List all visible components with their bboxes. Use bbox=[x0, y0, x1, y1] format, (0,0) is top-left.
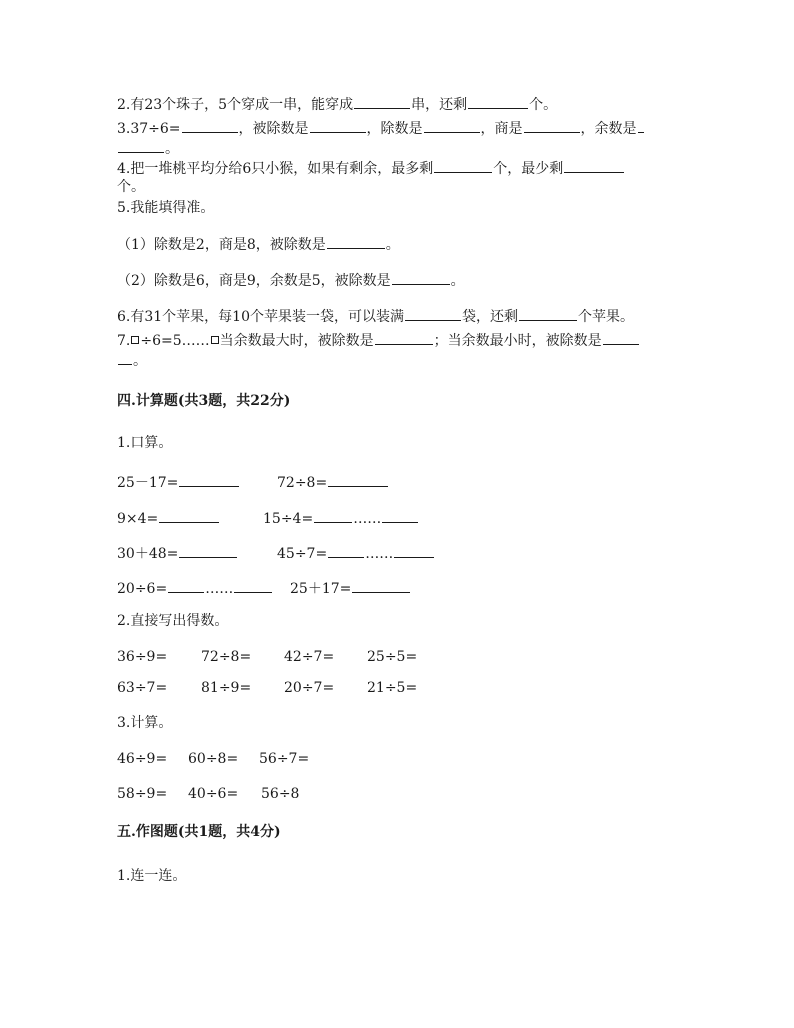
answer-blank[interactable] bbox=[168, 578, 204, 593]
calc-q2-title: 2.直接写出得数。 bbox=[117, 613, 229, 629]
question-3-wrap: 。 bbox=[117, 138, 179, 158]
answer-blank[interactable] bbox=[352, 578, 410, 593]
answer-blank[interactable] bbox=[519, 306, 577, 321]
calc-item: 60÷8= bbox=[188, 751, 239, 767]
oral-calc-item: 25＋17= bbox=[290, 578, 411, 598]
direct-calc-item: 25÷5= bbox=[367, 649, 418, 665]
answer-blank[interactable] bbox=[328, 472, 388, 487]
oral-calc-item: 72÷8= bbox=[277, 472, 389, 492]
answer-blank[interactable] bbox=[327, 234, 385, 249]
question-4: 4.把一堆桃平均分给6只小猴，如果有剩余，最多剩 个，最少剩 bbox=[117, 158, 625, 178]
answer-blank[interactable] bbox=[310, 118, 366, 133]
question-5-title: 5.我能填得准。 bbox=[117, 200, 215, 216]
question-5-1: （1）除数是2，商是8，被除数是 。 bbox=[117, 234, 400, 254]
answer-blank[interactable] bbox=[524, 118, 580, 133]
answer-blank[interactable] bbox=[405, 306, 461, 321]
answer-blank[interactable] bbox=[638, 118, 644, 133]
oral-calc-item: 15÷4= …… bbox=[263, 508, 419, 528]
direct-calc-item: 42÷7= bbox=[284, 649, 335, 665]
answer-blank[interactable] bbox=[375, 330, 433, 345]
question-4-wrap: 个。 bbox=[117, 179, 145, 195]
direct-calc-item: 81÷9= bbox=[201, 680, 252, 696]
oral-calc-item: 25－17= bbox=[117, 472, 240, 492]
answer-blank[interactable] bbox=[328, 543, 364, 558]
calc-q1-title: 1.口算。 bbox=[117, 435, 173, 451]
answer-blank[interactable] bbox=[354, 94, 410, 109]
direct-calc-item: 21÷5= bbox=[367, 680, 418, 696]
oral-calc-item: 9×4= bbox=[117, 508, 220, 528]
question-7: 7. ÷6=5…… 当余数最大时，被除数是 ；当余数最小时，被除数是 bbox=[117, 330, 640, 350]
direct-calc-item: 63÷7= bbox=[117, 680, 168, 696]
oral-calc-item: 20÷6= …… bbox=[117, 578, 273, 598]
direct-calc-item: 72÷8= bbox=[201, 649, 252, 665]
answer-blank[interactable] bbox=[382, 508, 418, 523]
question-2: 2.有23个珠子，5个穿成一串，能穿成 串，还剩 个。 bbox=[117, 94, 557, 114]
section-5-heading: 五.作图题(共1题，共4分) bbox=[117, 824, 281, 840]
answer-blank[interactable] bbox=[392, 270, 450, 285]
calc-item: 56÷8 bbox=[261, 786, 300, 802]
answer-blank[interactable] bbox=[424, 118, 480, 133]
calc-item: 58÷9= bbox=[117, 786, 168, 802]
answer-blank[interactable] bbox=[394, 543, 434, 558]
answer-blank[interactable] bbox=[603, 330, 639, 345]
question-3: 3.37÷6= ，被除数是 ，除数是 ，商是 ，余数是 bbox=[117, 118, 645, 138]
answer-blank-cont[interactable] bbox=[118, 350, 132, 365]
answer-blank[interactable] bbox=[468, 94, 528, 109]
answer-blank[interactable] bbox=[182, 118, 238, 133]
calc-item: 46÷9= bbox=[117, 751, 168, 767]
drawing-q1-title: 1.连一连。 bbox=[117, 868, 187, 884]
section-4-heading: 四.计算题(共3题，共22分) bbox=[117, 393, 291, 409]
answer-blank[interactable] bbox=[179, 543, 237, 558]
answer-blank[interactable] bbox=[434, 158, 492, 173]
calc-item: 40÷6= bbox=[188, 786, 239, 802]
answer-blank[interactable] bbox=[564, 158, 624, 173]
placeholder-box-icon bbox=[131, 336, 139, 344]
answer-blank[interactable] bbox=[179, 472, 239, 487]
oral-calc-item: 30＋48= bbox=[117, 543, 238, 563]
answer-blank[interactable] bbox=[234, 578, 272, 593]
oral-calc-item: 45÷7= …… bbox=[277, 543, 435, 563]
question-7-wrap: 。 bbox=[117, 350, 147, 370]
calc-item: 56÷7= bbox=[259, 751, 310, 767]
direct-calc-item: 20÷7= bbox=[284, 680, 335, 696]
direct-calc-item: 36÷9= bbox=[117, 649, 168, 665]
question-6: 6.有31个苹果，每10个苹果装一袋，可以装满 袋，还剩 个苹果。 bbox=[117, 306, 634, 326]
answer-blank-cont[interactable] bbox=[118, 138, 164, 153]
calc-q3-title: 3.计算。 bbox=[117, 715, 173, 731]
answer-blank[interactable] bbox=[314, 508, 352, 523]
answer-blank[interactable] bbox=[159, 508, 219, 523]
placeholder-box-icon bbox=[211, 336, 219, 344]
question-5-2: （2）除数是6，商是9，余数是5，被除数是 。 bbox=[117, 270, 465, 290]
